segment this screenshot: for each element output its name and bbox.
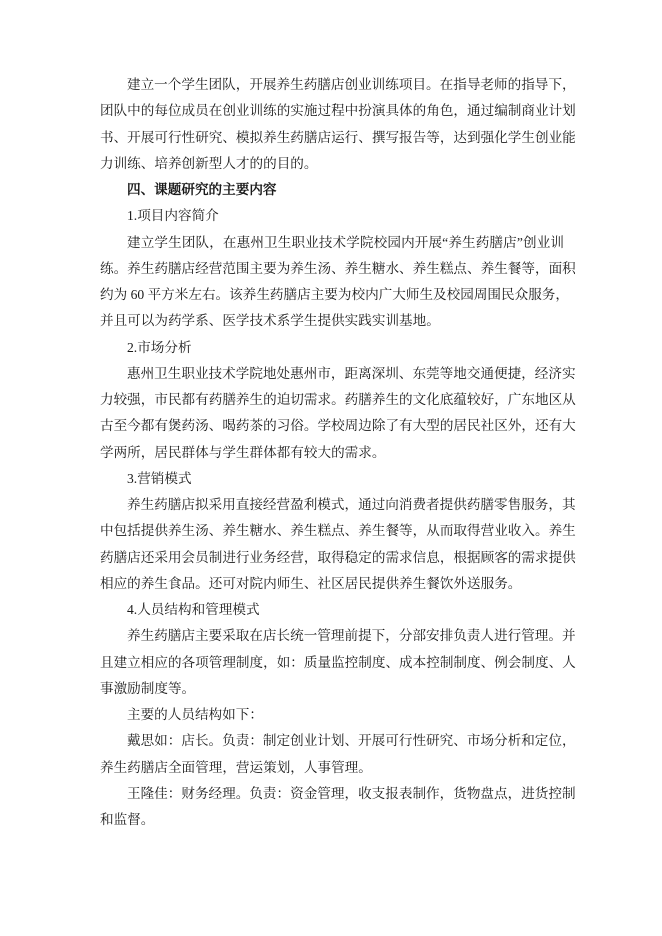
subsection-heading (100, 702, 564, 728)
text-line: 1.项目内容简介 (127, 208, 219, 224)
text-line: 书、开展可行性研究、模拟养生药膳店运行、撰写报告等，达到强化学生创业能 (100, 129, 576, 145)
text-line: 2.市场分析 (127, 339, 192, 355)
paragraph (100, 361, 576, 466)
text-line: 和监督。 (100, 812, 155, 827)
paragraph (100, 728, 576, 781)
text-line: 王隆佳：财务经理。负责：资金管理，收支报表制作，货物盘点，进货控制 (127, 785, 576, 801)
paragraph (100, 492, 576, 597)
text-line: 养生药膳店主要采取在店长统一管理前提下，分部安排负责人进行管理。并 (127, 628, 576, 644)
text-line: 中包括提供养生汤、养生糖水、养生糕点、养生餐等，从而取得营业收入。养生 (100, 523, 576, 539)
subsection-heading (100, 466, 564, 492)
text-line: 4.人员结构和管理模式 (127, 602, 260, 617)
text-line: 养生药膳店拟采用直接经营盈利模式，通过向消费者提供药膳零售服务，其 (127, 497, 576, 512)
text-line: 3.营销模式 (127, 470, 192, 486)
text-line: 练。养生药膳店经营范围主要为养生汤、养生糖水、养生糕点、养生餐等，面积 (100, 260, 576, 276)
text-line: 养生药膳店全面管理，营运策划，人事管理。 (100, 759, 372, 775)
subsection-heading (100, 203, 564, 229)
document-page (100, 72, 576, 833)
paragraph (100, 230, 576, 335)
text-line: 四、课题研究的主要内容 (127, 182, 277, 197)
text-line: 惠州卫生职业技术学院地处惠州市，距离深圳、东莞等地交通便捷，经济实 (127, 365, 576, 381)
text-line: 戴思如：店长。负责：制定创业计划、开展可行性研究、市场分析和定位， (127, 733, 576, 749)
text-line: 事激励制度等。 (100, 680, 196, 696)
text-line: 团队中的每位成员在创业训练的实施过程中扮演具体的角色，通过编制商业计划 (100, 103, 576, 119)
paragraph (100, 781, 576, 834)
text-line: 且建立相应的各项管理制度，如：质量监控制度、成本控制制度、例会制度、人 (100, 654, 576, 670)
text-line: 建立一个学生团队，开展养生药膳店创业训练项目。在指导老师的指导下， (127, 77, 576, 92)
text-line: 相应的养生食品。还可对院内师生、社区居民提供养生餐饮外送服务。 (100, 575, 522, 591)
section-heading (100, 177, 564, 203)
text-line: 主要的人员结构如下： (127, 707, 263, 722)
text-line: 古至今都有煲药汤、喝药茶的习俗。学校周边除了有大型的居民社区外，还有大 (100, 418, 576, 434)
paragraph (100, 72, 576, 177)
subsection-heading (100, 597, 564, 623)
subsection-heading (100, 335, 564, 361)
text-line: 学两所，居民群体与学生群体都有较大的需求。 (100, 444, 386, 460)
text-line: 力训练、培养创新型人才的的目的。 (100, 155, 318, 171)
text-line: 建立学生团队，在惠州卫生职业技术学院校园内开展“养生药膳店”创业训 (127, 234, 564, 250)
paragraph (100, 623, 576, 702)
text-line: 约为 60 平方米左右。该养生药膳店主要为校内广大师生及校园周围民众服务， (100, 287, 569, 302)
text-line: 力较强，市民都有药膳养生的迫切需求。药膳养生的文化底蕴较好，广东地区从 (100, 392, 576, 407)
text-line: 药膳店还采用会员制进行业务经营，取得稳定的需求信息，根据顾客的需求提供 (100, 549, 576, 565)
text-line: 并且可以为药学系、医学技术系学生提供实践实训基地。 (100, 313, 440, 329)
